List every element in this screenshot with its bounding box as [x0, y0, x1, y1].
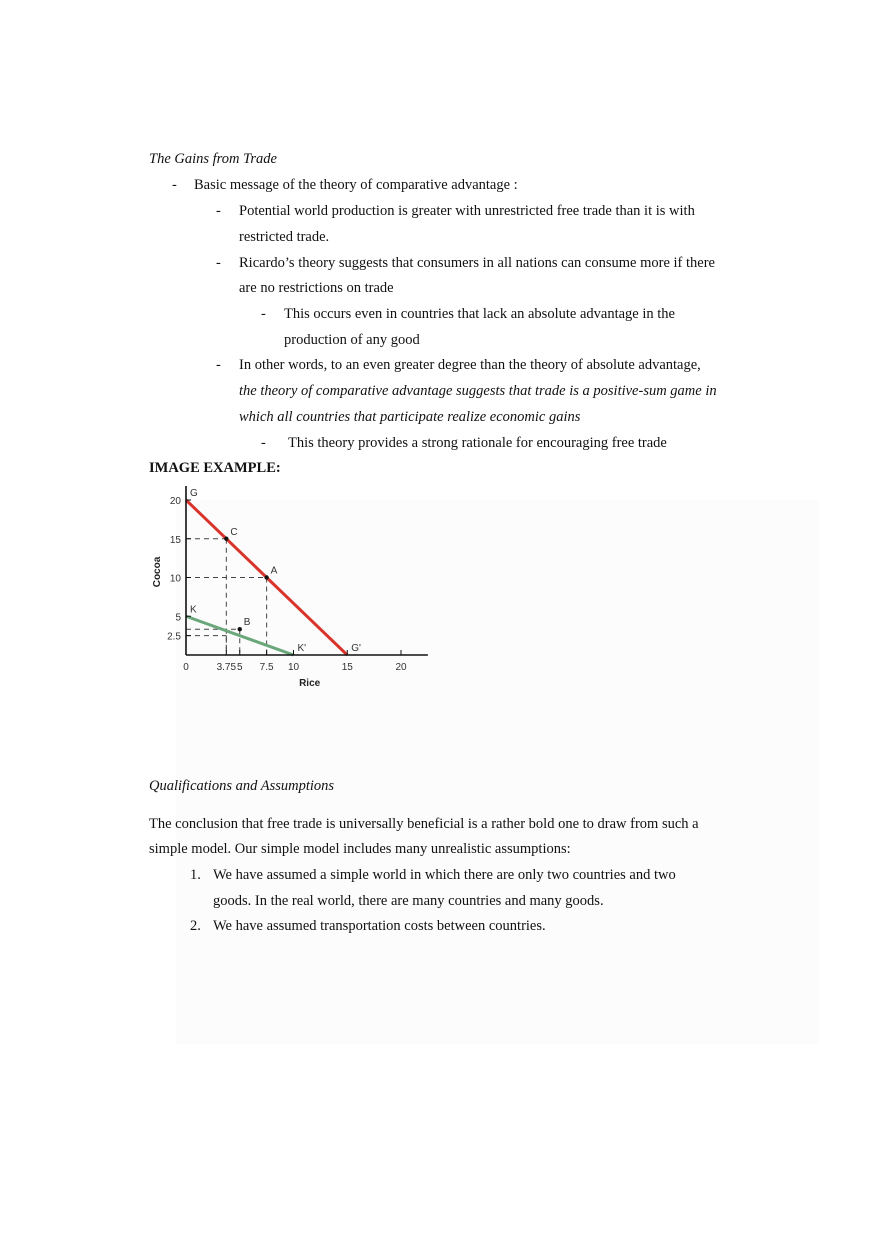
bullet-dash: -: [216, 357, 221, 373]
bullet-dash: -: [172, 177, 177, 193]
y-tick-label: 20: [169, 496, 181, 507]
x-tick-label: 5: [236, 662, 243, 673]
sub-bullet-text: In other words, to an even greater degree than the theory of absolute advantage,: [239, 357, 701, 373]
list-item-text: We have assumed a simple world in which there are only two countries and two: [213, 867, 676, 883]
y-tick-label: 2.5: [167, 631, 181, 643]
list-number: 2.: [190, 918, 201, 934]
point-label: K: [190, 604, 197, 616]
paragraph-line: simple model. Our simple model includes many unrealistic assumptions:: [149, 841, 571, 857]
x-tick-label: 3.75: [216, 662, 237, 673]
ppf-chart: [146, 480, 446, 695]
sub-bullet-text: Ricardo’s theory suggests that consumers in all nations can consume more if there: [239, 255, 715, 271]
y-tick-label: 5: [175, 612, 181, 624]
sub-bullet-text: restricted trade.: [239, 229, 330, 245]
x-tick-label: 15: [341, 662, 353, 673]
point-label: G': [351, 643, 361, 654]
section-title-qualifications: Qualifications and Assumptions: [149, 778, 335, 794]
sub-sub-bullet-text: This occurs even in countries that lack an absolute advantage in the: [284, 306, 675, 322]
list-item-text: goods. In the real world, there are many countries and many goods.: [213, 893, 604, 909]
sub-bullet-text: are no restrictions on trade: [239, 280, 394, 296]
sub-sub-bullet-text: This theory provides a strong rationale for encouraging free trade: [288, 435, 667, 451]
y-tick-label: 10: [169, 573, 181, 585]
sub-bullet-text-italic: which all countries that participate realize economic gains: [239, 409, 581, 425]
bullet-dash: -: [216, 203, 221, 219]
list-number: 1.: [190, 867, 201, 883]
image-example-label: IMAGE EXAMPLE:: [149, 460, 281, 476]
bullet-dash: -: [261, 306, 266, 322]
sub-sub-bullet-text: production of any good: [284, 332, 420, 348]
bullet-dash: -: [261, 435, 266, 451]
point-label: G: [190, 488, 198, 499]
x-tick-label: 0: [183, 662, 189, 673]
point-A: [264, 575, 268, 579]
point-label: C: [230, 526, 238, 538]
bullet-dash: -: [216, 255, 221, 271]
bullet-basic-message: Basic message of the theory of comparative advantage :: [194, 177, 518, 193]
y-tick-label: 15: [169, 534, 181, 546]
y-axis-title: Cocoa: [152, 556, 163, 588]
paragraph-line: The conclusion that free trade is universally beneficial is a rather bold one to draw from such a: [149, 816, 699, 832]
x-tick-label: 10: [287, 662, 300, 673]
section-title-gains: The Gains from Trade: [149, 151, 277, 167]
x-tick-label: 20: [395, 662, 407, 673]
point-label: K': [297, 643, 307, 654]
sub-bullet-text: Potential world production is greater with unrestricted free trade than it is with: [239, 203, 695, 219]
x-tick-label: 7.5: [259, 662, 274, 673]
point-B: [238, 627, 242, 631]
point-label: B: [243, 617, 251, 629]
sub-bullet-text-italic: the theory of comparative advantage suggests that trade is a positive-sum game in: [239, 383, 717, 399]
point-C: [224, 537, 228, 541]
x-axis-title: Rice: [299, 678, 321, 689]
list-item-text: We have assumed transportation costs between countries.: [213, 918, 546, 934]
point-label: A: [270, 565, 278, 577]
